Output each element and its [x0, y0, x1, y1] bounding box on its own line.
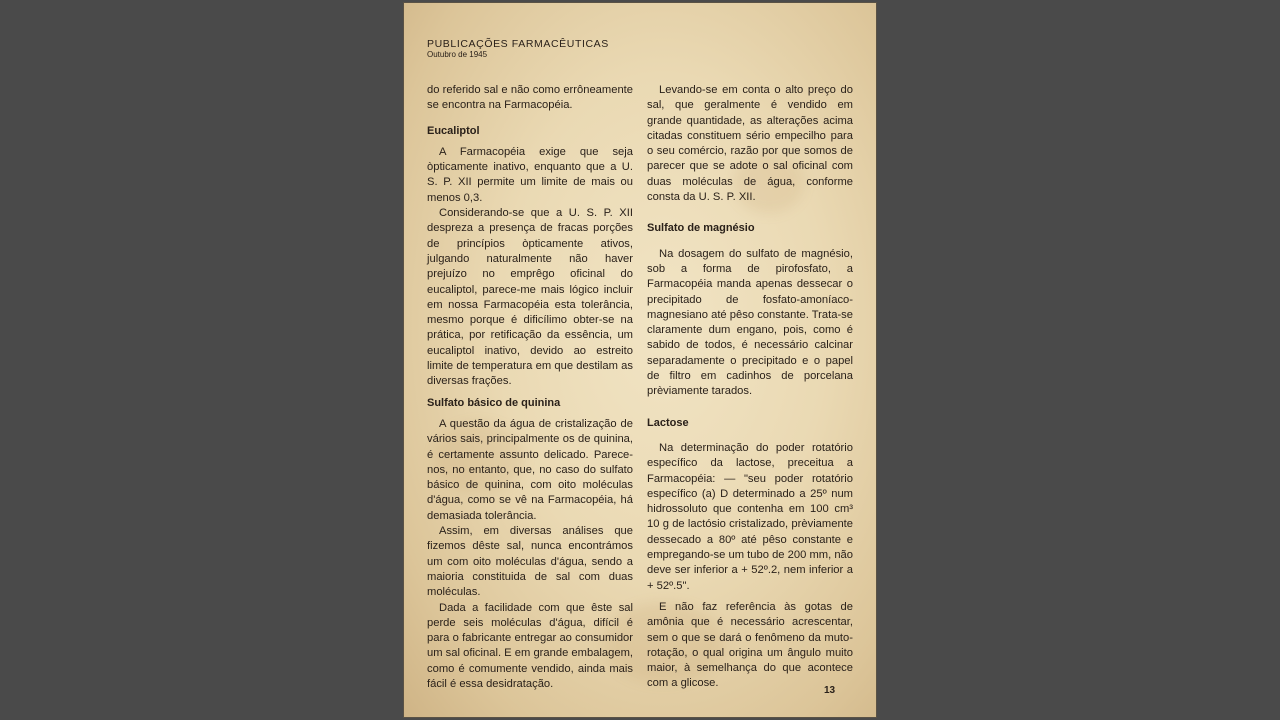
paragraph: Considerando-se que a U. S. P. XII despreza a presença de fracas porções de princípios òpticamente ativos, julgando naturalmente não haver prejuízo no emprêgo oficinal do eucaliptol, parece-me mais lógico incluir em nossa Farmacopéia esta tolerância, mesmo porque é dificílimo obter-se na prática, por retificação da essência, um eucaliptol inativo, devido ao estreito limite de temperatura em que destilam as diversas frações.	[427, 207, 633, 388]
paragraph: A Farmacopéia exige que seja òpticamente inativo, enquanto que a U. S. P. XII permite um limite de mais ou menos 0,3.	[427, 145, 633, 204]
paragraph: Na determinação do poder rotatório específico da lactose, preceitua a Farmacopéia: — "seu poder rotatório específico (a) D determinado a 25º num hidrossoluto que contenha em 100 cm³ 10 g de lactósio cristalizado, prèviamente dessecado a 80º até pêso constante e empregando-se um tubo de 200 mm, não deve ser inferior a + 52º.2, nem inferior a + 52º.5".	[647, 441, 853, 592]
publication-title: PUBLICAÇÕES FARMACÊUTICAS	[427, 38, 609, 50]
publication-date: Outubro de 1945	[427, 50, 488, 59]
left-column	[427, 83, 633, 692]
paragraph: E não faz referência às gotas de amônia que é necessário acrescentar, sem o que se dará o fenômeno da muto-rotação, o qual origina um ângulo muito maior, à semelhança do que acontece com a glicose.	[647, 600, 853, 690]
paragraph: A questão da água de cristalização de vários sais, principalmente os de quinina, é certamente assunto delicado. Parece-nos, no entanto, que, no caso do sulfato básico de quinina, com oito moléculas d'água, como se vê na Farmacopéia, há demasiada tolerância.	[427, 417, 633, 522]
running-header	[427, 38, 609, 60]
section-heading-eucaliptol: Eucaliptol	[427, 124, 480, 137]
section-heading-lactose: Lactose	[647, 416, 689, 429]
document-page	[404, 3, 876, 717]
right-column	[647, 83, 853, 692]
paragraph: Assim, em diversas análises que fizemos dêste sal, nunca encontrámos um com oito moléculas d'água, sendo a maioria constituida de sal com duas moléculas.	[427, 525, 633, 599]
section-heading-quinina: Sulfato básico de quinina	[427, 396, 561, 409]
paragraph: Na dosagem do sulfato de magnésio, sob a forma de pirofosfato, a Farmacopéia manda apenas dessecar o precipitado de fosfato-amoníaco-magnesiano até pêso constante. Trata-se claramente dum engano, pois, como é sabido de todos, é necessário calcinar separadamente o precipitado e o papel de filtro em cadinhos de porcelana prèviamente tarados.	[647, 247, 853, 398]
paragraph: Levando-se em conta o alto preço do sal, que geralmente é vendido em grande quantidade, as alterações acima citadas constituem sério empecilho para o seu comércio, razão por que somos de parecer que se adote o sal oficinal com duas moléculas de água, conforme consta da U. S. P. XII.	[647, 84, 853, 204]
section-heading-magnesio: Sulfato de magnésio	[647, 222, 755, 235]
paragraph: do referido sal e não como errôneamente se encontra na Farmacopéia.	[427, 84, 633, 112]
paragraph: Dada a facilidade com que êste sal perde seis moléculas d'água, difícil é para o fabricante entregar ao consumidor um sal oficinal. E em grande embalagem, como é comumente vendido, ainda mais fácil é essa desidratação.	[427, 601, 633, 690]
page-number: 13	[824, 685, 836, 696]
